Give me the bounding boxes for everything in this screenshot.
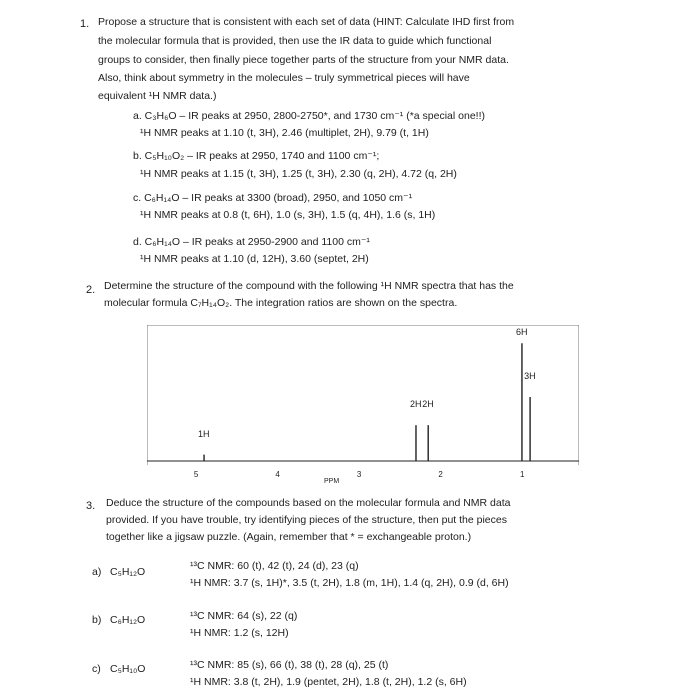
axis-tick-label: 1: [519, 470, 525, 479]
spectrum-peaks: [204, 343, 530, 461]
peak-integration-label: 6H: [515, 327, 528, 337]
nmr-spectrum-plot: [147, 325, 579, 465]
q1b-ir: b. C₅H₁₀O₂ – IR peaks at 2950, 1740 and 1100 cm⁻¹;: [133, 150, 380, 162]
q3-number: 3.: [86, 500, 96, 512]
peak-integration-label: 1H: [198, 428, 210, 439]
q1d-ir: d. C₆H₁₄O – IR peaks at 2950-2900 and 1100 cm⁻¹: [133, 236, 370, 248]
q3c-label: c): [92, 663, 101, 675]
q1a-nmr: ¹H NMR peaks at 1.10 (t, 3H), 2.46 (multiplet, 2H), 9.79 (t, 1H): [140, 127, 429, 139]
q1-intro-line-1: Propose a structure that is consistent with each set of data (HINT: Calculate IHD first from: [98, 16, 515, 28]
peak-integration-label: 3H: [524, 371, 536, 381]
q1a-ir: a. C₃H₆O – IR peaks at 2950, 2800-2750*, and 1730 cm⁻¹ (*a special one!!): [133, 110, 486, 122]
q3-line-1: Deduce the structure of the compounds based on the molecular formula and NMR data: [106, 497, 511, 509]
q1b-nmr: ¹H NMR peaks at 1.15 (t, 3H), 1.25 (t, 3H), 2.30 (q, 2H), 4.72 (q, 2H): [140, 168, 457, 180]
peak-integration-label: 2H: [409, 399, 422, 410]
q2-line-2: molecular formula C₇H₁₄O₂. The integration ratios are shown on the spectra.: [104, 297, 458, 309]
q3a-c13: ¹³C NMR: 60 (t), 42 (t), 24 (d), 23 (q): [190, 560, 359, 572]
q3b-formula: C₆H₁₂O: [110, 614, 146, 626]
q2-number: 2.: [86, 284, 96, 296]
q1-number: 1.: [80, 18, 90, 30]
nmr-spectrum: [147, 325, 579, 465]
axis-tick-label: 3: [356, 470, 362, 479]
axis-tick-label: 2: [438, 470, 443, 479]
q3a-h1: ¹H NMR: 3.7 (s, 1H)*, 3.5 (t, 2H), 1.8 (m, 1H), 1.4 (q, 2H), 0.9 (d, 6H): [190, 577, 509, 589]
axis-tick-label: 5: [193, 470, 199, 479]
q3b-h1: ¹H NMR: 1.2 (s, 12H): [190, 627, 289, 639]
q1c-nmr: ¹H NMR peaks at 0.8 (t, 6H), 1.0 (s, 3H), 1.5 (q, 4H), 1.6 (s, 1H): [140, 209, 436, 221]
q3c-formula: C₅H₁₀O: [110, 663, 146, 675]
q1-intro-line-2: the molecular formula that is provided, then use the IR data to guide which functional: [98, 35, 492, 47]
peak-integration-label: 2H: [422, 399, 434, 410]
q1-intro-line-4: Also, think about symmetry in the molecules – truly symmetrical pieces will have: [98, 72, 470, 84]
axis-tick-label: 4: [275, 470, 280, 479]
q3c-c13: ¹³C NMR: 85 (s), 66 (t), 38 (t), 28 (q), 25 (t): [190, 659, 389, 671]
q3-line-3: together like a jigsaw puzzle. (Again, remember that * = exchangeable proton.): [106, 531, 472, 543]
q1c-ir: c. C₆H₁₄O – IR peaks at 3300 (broad), 2950, and 1050 cm⁻¹: [133, 192, 413, 204]
q2-line-1: Determine the structure of the compound with the following ¹H NMR spectra that has the: [104, 280, 514, 292]
q1d-nmr: ¹H NMR peaks at 1.10 (d, 12H), 3.60 (septet, 2H): [140, 253, 369, 265]
q1-intro-line-5: equivalent ¹H NMR data.): [98, 90, 217, 102]
q3-line-2: provided. If you have trouble, try identifying pieces of the structure, then put the pieces: [106, 514, 507, 526]
q3c-h1: ¹H NMR: 3.8 (t, 2H), 1.9 (pentet, 2H), 1.8 (t, 2H), 1.2 (s, 6H): [190, 676, 467, 688]
spectrum-frame: [147, 325, 579, 465]
q3b-label: b): [92, 614, 102, 626]
q1-intro-line-3: groups to consider, then finally piece together parts of the structure from your NMR data.: [98, 54, 509, 66]
q3b-c13: ¹³C NMR: 64 (s), 22 (q): [190, 610, 298, 622]
q3a-label: a): [92, 566, 102, 578]
q3a-formula: C₅H₁₂O: [110, 566, 146, 578]
spectrum-axis-label: PPM: [324, 478, 340, 485]
